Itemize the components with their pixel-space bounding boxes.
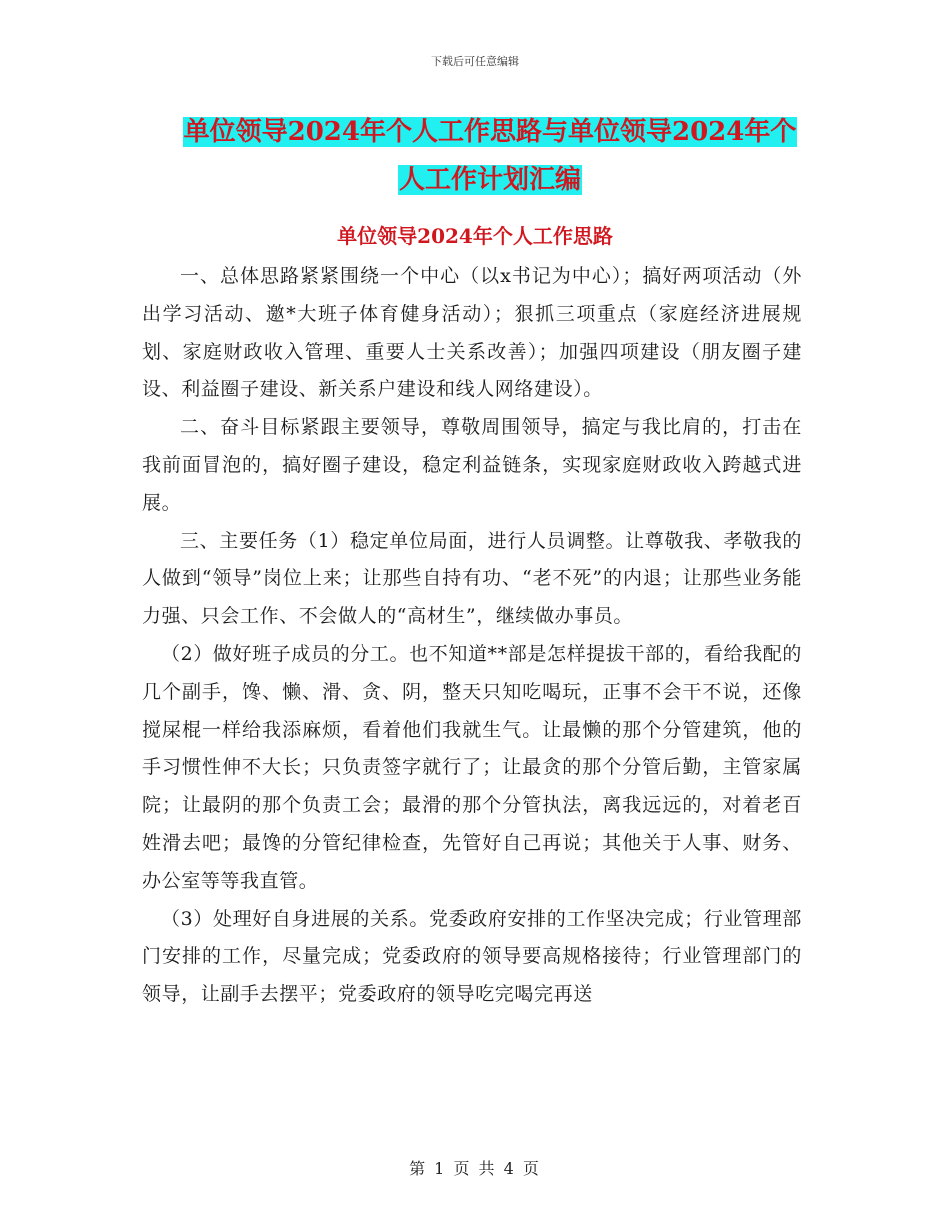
paragraph-goals: 二、奋斗目标紧跟主要领导，尊敬周围领导，搞定与我比肩的，打击在我前面冒泡的，搞好圈子建设，稳定利益链条，实现家庭财政收入跨越式进展。 xyxy=(142,416,802,514)
paragraph-task-2: （2）做好班子成员的分工。也不知道**部是怎样提拔干部的，看给我配的几个副手，馋、懒、滑、贪、阴，整天只知吃喝玩，正事不会干不说，还像搅屎棍一样给我添麻烦，看着他们我就生气。让最懒的那个分管建筑，他的手习惯性伸不大长；只负责签字就行了；让最贪的那个分管后勤，主管家属院；让最阴的那个负责工会；最滑的那个分管执法，离我远远的，对着老百姓滑去吧；最馋的分管纪律检查，先管好自己再说；其他关于人事、财务、办公室等等我直管。 xyxy=(142,642,802,892)
paragraph-task-3: （3）处理好自身进展的关系。党委政府安排的工作坚决完成；行业管理部门安排的工作，尽量完成；党委政府的领导要高规格接待；行业管理部门的领导，让副手去摆平；党委政府的领导吃完喝完再送 xyxy=(142,907,802,1006)
document-title xyxy=(140,108,840,204)
body-text xyxy=(142,258,802,1014)
section-title: 单位领导2024年个人工作思路 xyxy=(337,224,613,248)
paragraph-overall-approach: 一、总体思路紧紧围绕一个中心（以x书记为中心）；搞好两项活动（外出学习活动、邀*大班子体育健身活动）；狠抓三项重点（家庭经济进展规划、家庭财政收入管理、重要人士关系改善）；加强四项建设（朋友圈子建设、利益圈子建设、新关系户建设和线人网络建设）。 xyxy=(142,265,802,401)
page-footer: 第 1 页 共 4 页 xyxy=(409,1159,541,1178)
document-title-line-1: 单位领导2024年个人工作思路与单位领导2024年个 xyxy=(183,117,797,147)
document-title-line-2: 人工作计划汇编 xyxy=(398,165,581,195)
paragraph-main-tasks: 三、主要任务（1）稳定单位局面，进行人员调整。让尊敬我、孝敬我的人做到“领导”岗位上来；让那些自持有功、“老不死”的内退；让那些业务能力强、只会工作、不会做人的“高材生”，继续做办事员。 xyxy=(142,529,802,628)
page-header: 下载后可任意编辑 xyxy=(431,55,519,68)
